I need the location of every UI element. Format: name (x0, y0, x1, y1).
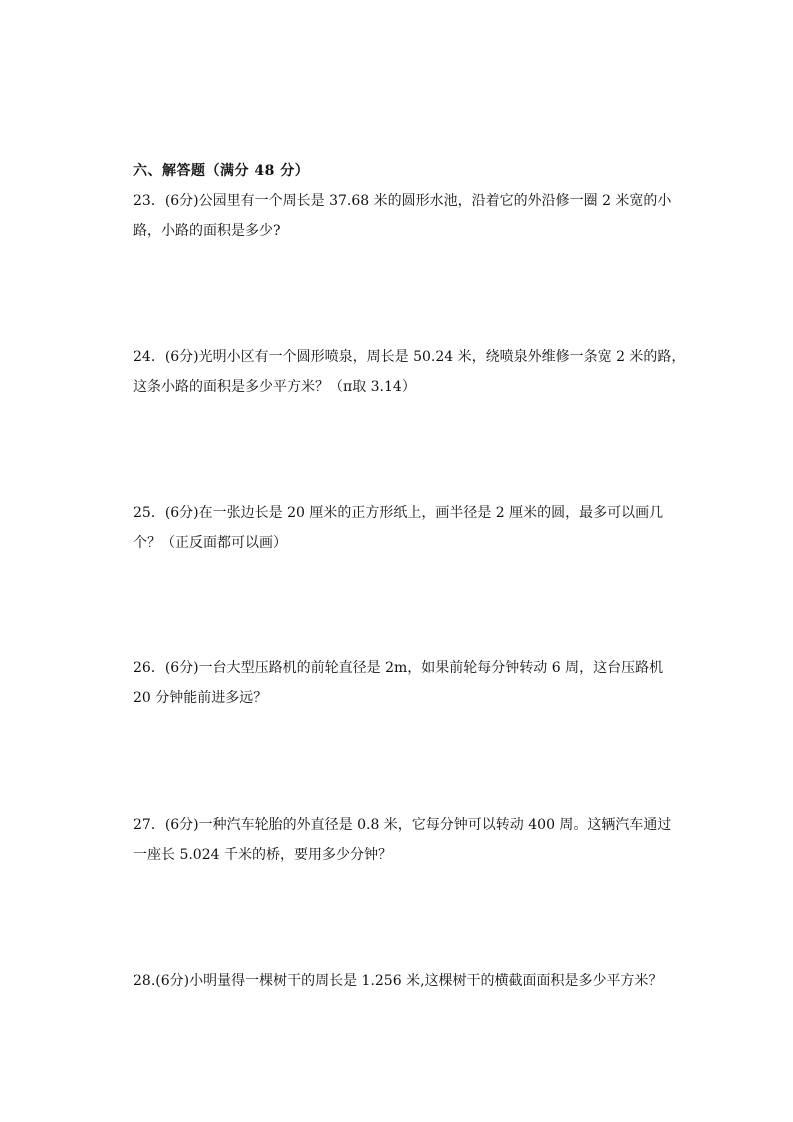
question-27 (133, 810, 673, 870)
question-25 (133, 498, 673, 558)
question-text-line: 个？（正反面都可以画） (133, 535, 287, 551)
question-text-line: 这条小路的面积是多少平方米？（π取 3.14） (133, 379, 416, 395)
question-text-line: 路，小路的面积是多少? (133, 223, 281, 239)
question-26 (133, 653, 673, 713)
question-text-line: 20 分钟能前进多远？ (133, 690, 268, 706)
question-text-line: 25．(6分)在一张边长是 20 厘米的正方形纸上，画半径是 2 厘米的圆，最多可以画几 (133, 505, 664, 521)
question-text-line: 一座长 5.024 千米的桥，要用多少分钟？ (133, 847, 392, 863)
question-text-line: 28.(6分)小明量得一棵树干的周长是 1.256 米,这棵树干的横截面面积是多少平方米？ (133, 973, 663, 989)
section-title: 六、解答题（满分 48 分） (133, 163, 310, 179)
question-text-line: 26．(6分)一台大型压路机的前轮直径是 2m，如果前轮每分钟转动 6 周，这台压路机 (133, 660, 664, 676)
question-24 (133, 342, 686, 402)
question-text-line: 23．(6分)公园里有一个周长是 37.68 米的圆形水池，沿着它的外沿修一圈 2 米宽的小 (133, 193, 672, 209)
question-23 (133, 186, 673, 246)
question-28 (133, 966, 673, 996)
question-text-line: 27．(6分)一种汽车轮胎的外直径是 0.8 米，它每分钟可以转动 400 周。这辆汽车通过 (133, 817, 672, 833)
question-text-line: 24．(6分)光明小区有一个圆形喷泉，周长是 50.24 米，绕喷泉外维修一条宽 2 米的路， (133, 349, 686, 365)
